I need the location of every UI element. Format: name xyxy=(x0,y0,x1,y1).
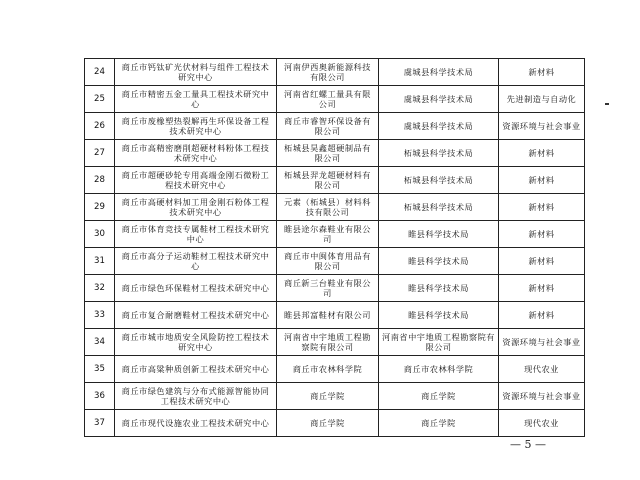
owner-org-cell: 商丘市中闽体育用品有限公司 xyxy=(277,248,379,275)
supervising-dept-cell: 睢县科学技术局 xyxy=(379,302,499,329)
table-row xyxy=(85,140,585,167)
supervising-dept-cell: 虞城县科学技术局 xyxy=(379,113,499,140)
owner-org-cell: 商丘市睿智环保设备有限公司 xyxy=(277,113,379,140)
table-row xyxy=(85,356,585,383)
owner-org-cell: 柘城县羿龙超硬材料有限公司 xyxy=(277,167,379,194)
owner-org-cell: 河南省红螺工量具有限公司 xyxy=(277,86,379,113)
supervising-dept-cell: 虞城县科学技术局 xyxy=(379,59,499,86)
row-number-cell: 32 xyxy=(85,275,115,302)
table-row xyxy=(85,275,585,302)
supervising-dept-cell: 虞城县科学技术局 xyxy=(379,86,499,113)
tech-field-cell: 新材料 xyxy=(499,275,585,302)
supervising-dept-cell: 商丘学院 xyxy=(379,383,499,410)
tech-field-cell: 新材料 xyxy=(499,140,585,167)
center-name-cell: 商丘市城市地质安全风险防控工程技术研究中心 xyxy=(115,329,277,356)
row-number-cell: 28 xyxy=(85,167,115,194)
owner-org-cell: 商丘学院 xyxy=(277,410,379,437)
supervising-dept-cell: 柘城县科学技术局 xyxy=(379,194,499,221)
registry-table xyxy=(84,58,585,437)
center-name-cell: 商丘市绿色建筑与分布式能源智能协同工程技术研究中心 xyxy=(115,383,277,410)
supervising-dept-cell: 柘城县科学技术局 xyxy=(379,167,499,194)
row-number-cell: 31 xyxy=(85,248,115,275)
table-row xyxy=(85,167,585,194)
table-row xyxy=(85,194,585,221)
row-number-cell: 29 xyxy=(85,194,115,221)
owner-org-cell: 商丘学院 xyxy=(277,383,379,410)
row-number-cell: 37 xyxy=(85,410,115,437)
center-name-cell: 商丘市体育竞技专属鞋材工程技术研究中心 xyxy=(115,221,277,248)
center-name-cell: 商丘市高硬材料加工用金刚石粉体工程技术研究中心 xyxy=(115,194,277,221)
tech-field-cell: 新材料 xyxy=(499,221,585,248)
center-name-cell: 商丘市高精密磨削超硬材料粉体工程技术研究中心 xyxy=(115,140,277,167)
row-number-cell: 27 xyxy=(85,140,115,167)
tech-field-cell: 新材料 xyxy=(499,59,585,86)
table-body xyxy=(85,59,585,437)
center-name-cell: 商丘市复合耐磨鞋材工程技术研究中心 xyxy=(115,302,277,329)
tech-field-cell: 现代农业 xyxy=(499,356,585,383)
tech-field-cell: 资源环境与社会事业 xyxy=(499,329,585,356)
center-name-cell: 商丘市超硬砂轮专用高端金刚石微粉工程技术研究中心 xyxy=(115,167,277,194)
row-number-cell: 33 xyxy=(85,302,115,329)
row-number-cell: 34 xyxy=(85,329,115,356)
center-name-cell: 商丘市绿色环保鞋材工程技术研究中心 xyxy=(115,275,277,302)
owner-org-cell: 柘城县昊鑫超硬制品有限公司 xyxy=(277,140,379,167)
table-row xyxy=(85,383,585,410)
row-number-cell: 24 xyxy=(85,59,115,86)
center-name-cell: 商丘市废橡塑热裂解再生环保设备工程技术研究中心 xyxy=(115,113,277,140)
row-number-cell: 30 xyxy=(85,221,115,248)
owner-org-cell: 河南伊西奥新能源科技有限公司 xyxy=(277,59,379,86)
center-name-cell: 商丘市精密五金工量具工程技术研究中心 xyxy=(115,86,277,113)
owner-org-cell: 元素（柘城县）材料科技有限公司 xyxy=(277,194,379,221)
owner-org-cell: 睢县邦富鞋材有限公司 xyxy=(277,302,379,329)
row-number-cell: 35 xyxy=(85,356,115,383)
center-name-cell: 商丘市现代设施农业工程技术研究中心 xyxy=(115,410,277,437)
supervising-dept-cell: 河南省中宇地质工程勘察院有限公司 xyxy=(379,329,499,356)
row-number-cell: 26 xyxy=(85,113,115,140)
owner-org-cell: 睢县途尔森鞋业有限公司 xyxy=(277,221,379,248)
tech-field-cell: 资源环境与社会事业 xyxy=(499,113,585,140)
table-row xyxy=(85,113,585,140)
center-name-cell: 商丘市高粱种质创新工程技术研究中心 xyxy=(115,356,277,383)
supervising-dept-cell: 睢县科学技术局 xyxy=(379,248,499,275)
supervising-dept-cell: 柘城县科学技术局 xyxy=(379,140,499,167)
center-name-cell: 商丘市钙钛矿光伏材料与组件工程技术研究中心 xyxy=(115,59,277,86)
table-row xyxy=(85,329,585,356)
center-name-cell: 商丘市高分子运动鞋材工程技术研究中心 xyxy=(115,248,277,275)
owner-org-cell: 商丘市农林科学院 xyxy=(277,356,379,383)
tech-field-cell: 新材料 xyxy=(499,248,585,275)
owner-org-cell: 商丘新三台鞋业有限公司 xyxy=(277,275,379,302)
table-row xyxy=(85,248,585,275)
table-row xyxy=(85,86,585,113)
table-row xyxy=(85,302,585,329)
supervising-dept-cell: 商丘学院 xyxy=(379,410,499,437)
page-number: — 5 — xyxy=(510,438,546,451)
tech-field-cell: 先进制造与自动化 xyxy=(499,86,585,113)
table-row xyxy=(85,59,585,86)
tech-field-cell: 新材料 xyxy=(499,302,585,329)
tech-field-cell: 新材料 xyxy=(499,194,585,221)
owner-org-cell: 河南省中宇地质工程勘察院有限公司 xyxy=(277,329,379,356)
row-number-cell: 36 xyxy=(85,383,115,410)
tech-field-cell: 资源环境与社会事业 xyxy=(499,383,585,410)
table-row xyxy=(85,410,585,437)
supervising-dept-cell: 睢县科学技术局 xyxy=(379,275,499,302)
supervising-dept-cell: 睢县科学技术局 xyxy=(379,221,499,248)
tech-field-cell: 新材料 xyxy=(499,167,585,194)
table-row xyxy=(85,221,585,248)
row-number-cell: 25 xyxy=(85,86,115,113)
supervising-dept-cell: 商丘市农林科学院 xyxy=(379,356,499,383)
margin-mark xyxy=(605,103,609,105)
tech-field-cell: 现代农业 xyxy=(499,410,585,437)
